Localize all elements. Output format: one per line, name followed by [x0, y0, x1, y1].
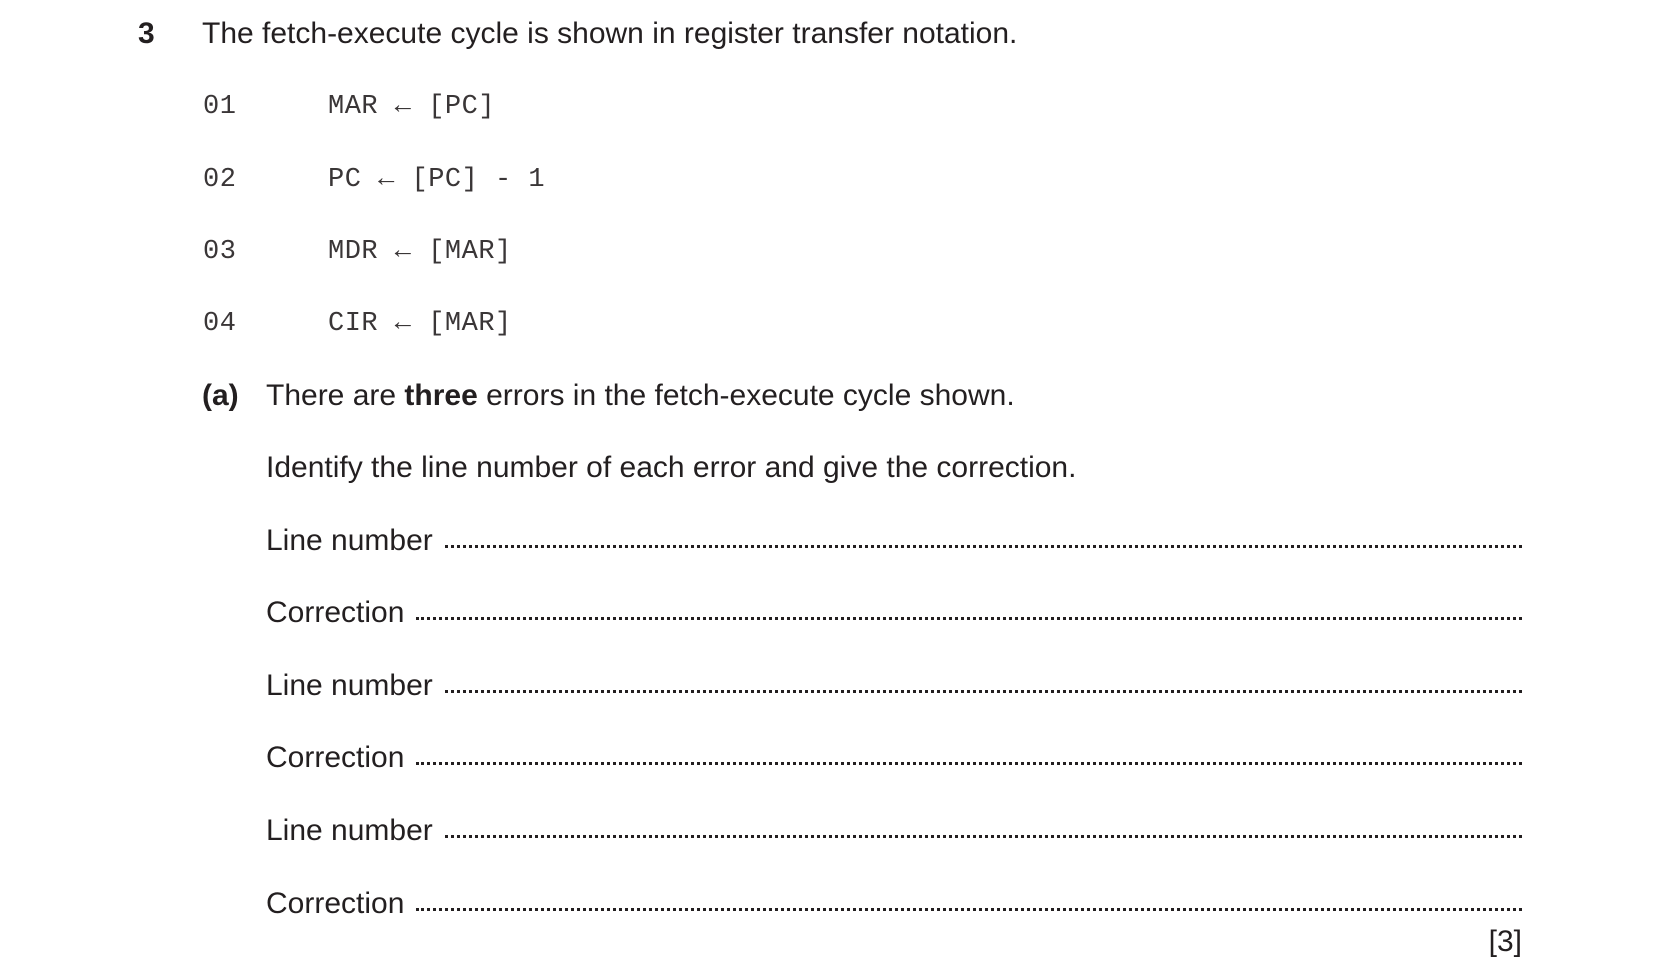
code-line-text: CIR ← [MAR] [328, 309, 512, 339]
question-stem: The fetch-execute cycle is shown in register transfer notation. [202, 17, 1018, 50]
part-a-instruction: Identify the line number of each error and give the correction. [266, 451, 1077, 484]
marks-allocation: [3] [1488, 925, 1522, 958]
code-line-text: MDR ← [MAR] [328, 237, 512, 267]
answer-dotted-line[interactable] [445, 684, 1522, 693]
answer-row-line-number[interactable] [266, 523, 1522, 559]
answer-label: Line number [266, 524, 433, 557]
answer-row-correction[interactable] [266, 886, 1522, 922]
answer-row-correction[interactable] [266, 740, 1522, 776]
part-a-text-before: There are [266, 379, 405, 412]
answer-row-line-number[interactable] [266, 668, 1522, 704]
code-line-number: 02 [203, 165, 237, 195]
answer-dotted-line[interactable] [445, 539, 1522, 548]
part-a-text-bold: three [404, 379, 478, 412]
code-line-number: 04 [203, 309, 237, 339]
answer-label: Correction [266, 887, 405, 920]
code-line-text: PC ← [PC] - 1 [328, 165, 546, 195]
code-line-text: MAR ← [PC] [328, 92, 496, 122]
answer-dotted-line[interactable] [416, 756, 1522, 765]
question-number: 3 [138, 17, 155, 50]
code-line-number: 03 [203, 237, 237, 267]
part-a-text-after: errors in the fetch-execute cycle shown. [477, 379, 1015, 412]
answer-dotted-line[interactable] [416, 611, 1522, 620]
answer-dotted-line[interactable] [416, 902, 1522, 911]
answer-label: Line number [266, 814, 433, 847]
answer-label: Correction [266, 596, 405, 629]
part-a-prompt [266, 378, 1015, 414]
answer-row-correction[interactable] [266, 595, 1522, 631]
answer-label: Correction [266, 741, 405, 774]
answer-dotted-line[interactable] [445, 829, 1522, 838]
answer-row-line-number[interactable] [266, 813, 1522, 849]
answer-label: Line number [266, 669, 433, 702]
part-label: (a) [202, 379, 239, 412]
code-line-number: 01 [203, 92, 237, 122]
